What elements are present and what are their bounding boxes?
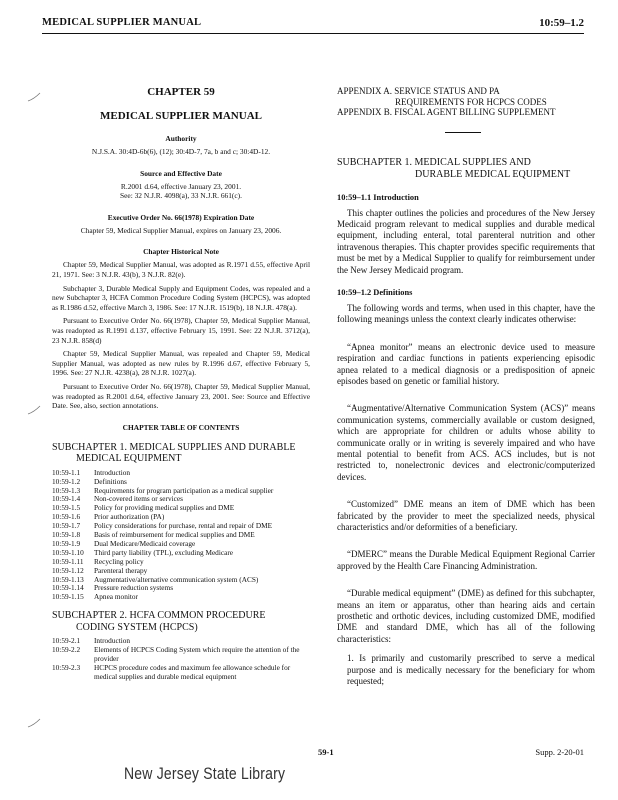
toc-heading: CHAPTER TABLE OF CONTENTS — [122, 422, 240, 432]
appendix-a — [337, 86, 595, 107]
introduction-text: This chapter outlines the policies and procedures of the New Jersey Medicaid program relevant to medical supplies and durable medical equipment, including enteral, total parenteral nutrition and other intravenous therapies. This chapter provides specific requirements that must be met by a Medical Supplier to qualify for reimbursement under the New Jersey Medicaid program. — [337, 207, 595, 275]
toc-section-title: Introduction — [94, 467, 131, 477]
toc-section-number: 10:59-1.4 — [52, 494, 81, 504]
toc-entry — [52, 558, 310, 567]
toc-entry — [52, 504, 310, 513]
toc-section-title: Dual Medicare/Medicaid coverage — [94, 538, 196, 548]
toc-entry — [52, 584, 310, 593]
source-heading: Source and Effective Date — [140, 168, 222, 178]
header-code: 10:59–1.2 — [539, 17, 584, 29]
history-paragraph: Subchapter 3, Durable Medical Supply and Equipment Codes, was repealed and a new Subchapter 3, HCFA Common Procedure Coding System (HCPCS), was adopted as R.1986 d.52, effective March 3, 1986. See: 17 N.J.R. 1519(b), 18 N.J.R. 478(a). — [52, 283, 310, 312]
toc-section-number: 10:59-1.9 — [52, 538, 81, 548]
toc-section-number: 10:59-1.15 — [52, 592, 84, 602]
toc-section-title: Basis of reimbursement for medical supplies and DME — [94, 530, 255, 540]
divider — [445, 132, 481, 133]
toc-subchapter-1-line: SUBCHAPTER 1. MEDICAL SUPPLIES AND DURABLE — [52, 441, 296, 453]
definition-dme-item-1: 1. Is primarily and customarily prescribed to serve a medical purpose and is medically necessary for the beneficiary for whom requested; — [347, 653, 595, 687]
appendix-a-line: REQUIREMENTS FOR HCPCS CODES — [395, 96, 547, 107]
toc-section-title: Policy considerations for purchase, rental and repair of DME — [94, 521, 273, 531]
toc-section-title: Augmentative/alternative communication system (ACS) — [94, 574, 259, 584]
toc-section-number: 10:59-2.1 — [52, 636, 81, 646]
history-paragraph: Chapter 59, Medical Supplier Manual, was adopted as R.1971 d.55, effective April 21, 1971. See: 3 N.J.R. 43(b), 3 N.J.R. 82(e). — [52, 260, 310, 279]
toc-section-title: HCPCS procedure codes and maximum fee allowance schedule for medical supplies and durable medical equipment — [94, 663, 291, 681]
toc-section-number: 10:59-1.8 — [52, 530, 81, 540]
section-heading-definitions: 10:59–1.2 Definitions — [337, 287, 413, 297]
margin-mark-icon — [27, 405, 41, 415]
toc-entry — [52, 664, 310, 682]
margin-mark-icon — [27, 718, 41, 728]
history-heading: Chapter Historical Note — [143, 247, 219, 257]
definitions-intro: The following words and terms, when used in this chapter, have the following meanings unless the context clearly indicates otherwise: — [337, 302, 595, 325]
library-stamp: New Jersey State Library — [124, 763, 286, 783]
header-title: MEDICAL SUPPLIER MANUAL — [42, 17, 202, 28]
toc-subchapter-2-list — [52, 637, 310, 682]
toc-subchapter-1-line: MEDICAL EQUIPMENT — [76, 453, 182, 465]
toc-section-title: Requirements for program participation as a medical supplier — [94, 485, 274, 495]
subchapter-1-line: DURABLE MEDICAL EQUIPMENT — [415, 168, 571, 180]
toc-section-number: 10:59-1.10 — [52, 547, 84, 557]
toc-section-number: 10:59-1.14 — [52, 583, 84, 593]
toc-section-title: Pressure reduction systems — [94, 583, 174, 593]
section-heading-introduction: 10:59–1.1 Introduction — [337, 192, 419, 202]
toc-section-number: 10:59-1.1 — [52, 467, 81, 477]
toc-section-number: 10:59-1.7 — [52, 521, 81, 531]
toc-entry — [52, 549, 310, 558]
toc-section-title: Prior authorization (PA) — [94, 512, 165, 522]
toc-section-title: Definitions — [94, 476, 127, 486]
toc-section-number: 10:59-1.6 — [52, 512, 81, 522]
toc-section-title: Recycling policy — [94, 556, 144, 566]
running-header — [42, 17, 584, 31]
history-paragraph: Chapter 59, Medical Supplier Manual, was repealed and Chapter 59, Medical Supplier Manual, was adopted as new rules by R.1996 d.67, effective February 5, 1996. See: 27 N.J.R. 4238(a), 28 N.J.R. 1027(a). — [52, 349, 310, 378]
subchapter-1-line: SUBCHAPTER 1. MEDICAL SUPPLIES AND — [337, 156, 531, 168]
toc-section-title: Third party liability (TPL), excluding Medicare — [94, 547, 234, 557]
toc-section-number: 10:59-1.13 — [52, 574, 84, 584]
toc-section-title: Apnea monitor — [94, 592, 138, 602]
source-line: R.2001 d.64, effective January 23, 2001. — [120, 181, 242, 191]
toc-subchapter-2-heading — [52, 610, 310, 633]
authority-text: N.J.S.A. 30:4D-6b(6), (12); 30:4D-7, 7a, b and c; 30:4D-12. — [91, 147, 271, 156]
toc-section-title: Non-covered items or services — [94, 494, 183, 504]
header-rule — [42, 33, 584, 34]
source-line: See: 32 N.J.R. 4098(a), 33 N.J.R. 661(c). — [120, 191, 242, 201]
chapter-number: CHAPTER 59 — [147, 86, 215, 98]
eo-text: Chapter 59, Medical Supplier Manual, expires on January 23, 2006. — [80, 225, 282, 235]
history-paragraph: Pursuant to Executive Order No. 66(1978), Chapter 59, Medical Supplier Manual, was readopted as R.1991 d.137, effective February 15, 1991. See: 22 N.J.R. 3712(a), 23 N.J.R. 858(d) — [52, 316, 310, 345]
definition-acs: “Augmentative/Alternative Communication System (ACS)” means communication systems, commercially available or custom designed, which are appropriate for children or adults whose ability to communicate orally or in writing is severely impaired and who have mental potential to benefit from ACS. ACS includes, but is not restricted to, nonelectronic devices and electronic/computerized devices. — [337, 403, 595, 482]
toc-section-number: 10:59-1.2 — [52, 476, 81, 486]
authority-heading: Authority — [165, 134, 197, 143]
toc-subchapter-1-heading — [52, 442, 310, 465]
page-number: 59-1 — [318, 747, 334, 757]
definition-apnea-monitor: “Apnea monitor” means an electronic device used to measure respiration and cardiac functions in patients experiencing episodic apnea related to a medical diagnosis or a predisposition of apneic episodes based on genetic or familial history. — [337, 341, 595, 386]
toc-section-title: Elements of HCPCS Coding System which require the attention of the provider — [94, 645, 300, 664]
subchapter-1-heading — [337, 157, 595, 181]
toc-section-number: 10:59-2.3 — [52, 663, 81, 672]
left-column — [52, 40, 310, 682]
eo-heading: Executive Order No. 66(1978) Expiration Date — [107, 212, 255, 222]
definition-dme: “Durable medical equipment” (DME) as defined for this subchapter, means an item or apparatus, other than hearing aids and certain prosthetic and orthotic devices, including customized DME, modified DME and standard DME, which has all of the following characteristics: — [337, 588, 595, 644]
toc-section-number: 10:59-1.3 — [52, 485, 81, 495]
toc-section-number: 10:59-1.11 — [52, 556, 84, 566]
appendix-a-line: APPENDIX A. SERVICE STATUS AND PA — [337, 86, 500, 96]
appendix-b: APPENDIX B. FISCAL AGENT BILLING SUPPLEMENT — [337, 107, 556, 117]
toc-subchapter-2-line: CODING SYSTEM (HCPCS) — [76, 621, 198, 633]
toc-entry — [52, 576, 310, 585]
toc-entry — [52, 593, 310, 602]
history-paragraph: Pursuant to Executive Order No. 66(1978), Chapter 59, Medical Supplier Manual, was readopted as R.2001 d.64, effective January 23, 2001. See: Source and Effective Date. See, also, section annotations. — [52, 381, 310, 411]
toc-subchapter-2-line: SUBCHAPTER 2. HCFA COMMON PROCEDURE — [52, 610, 266, 622]
definition-customized: “Customized” DME means an item of DME which has been fabricated by the provider to meet the specialized needs, physical characteristics and/or deformities of a beneficiary. — [337, 499, 595, 533]
chapter-title: MEDICAL SUPPLIER MANUAL — [100, 110, 262, 122]
margin-mark-icon — [27, 92, 41, 102]
toc-section-number: 10:59-1.12 — [52, 565, 84, 575]
supplement-date: Supp. 2-20-01 — [535, 747, 584, 757]
toc-section-title: Introduction — [94, 636, 131, 646]
definition-dmerc: “DMERC” means the Durable Medical Equipment Regional Carrier approved by the Health Care Financing Administration. — [337, 549, 595, 571]
toc-section-number: 10:59-2.2 — [52, 645, 81, 655]
toc-entry — [52, 469, 310, 478]
toc-section-title: Parenteral therapy — [94, 565, 148, 575]
toc-section-number: 10:59-1.5 — [52, 503, 81, 513]
right-column — [337, 40, 595, 688]
toc-entry — [52, 646, 310, 664]
toc-subchapter-1-list — [52, 469, 310, 603]
toc-section-title: Policy for providing medical supplies and DME — [94, 503, 235, 513]
